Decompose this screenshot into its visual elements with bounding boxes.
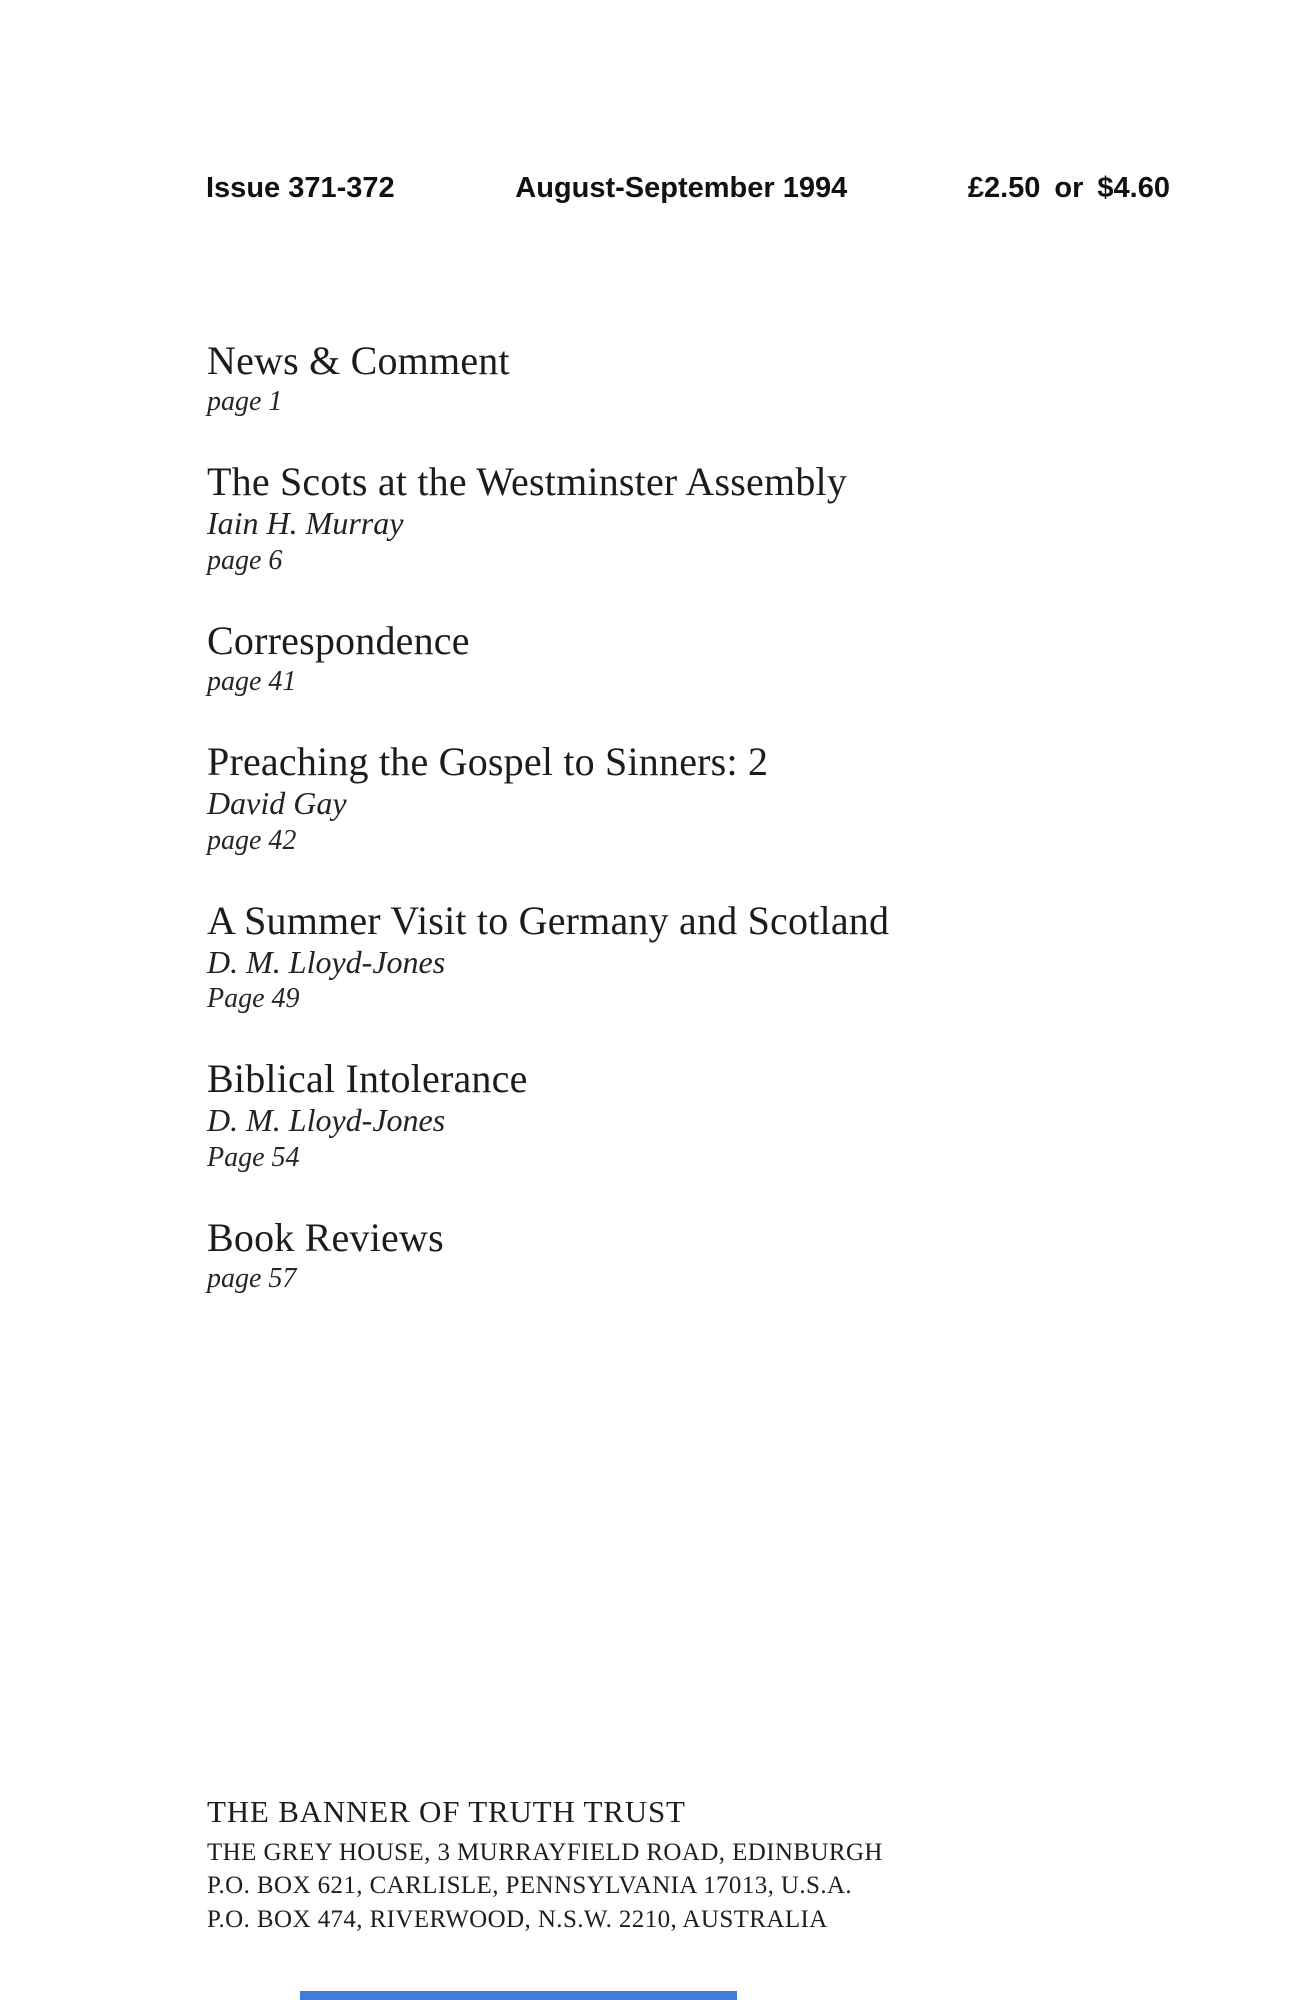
article-author: D. M. Lloyd-Jones [207, 1102, 446, 1139]
article-author: David Gay [207, 784, 347, 821]
toc-item-correspondence [207, 618, 1194, 699]
article-title: Correspondence [207, 617, 470, 663]
toc-item-book-reviews [207, 1215, 1194, 1296]
article-page: page 57 [207, 1263, 297, 1294]
price-usd: $4.60 [1097, 172, 1170, 204]
issue-date: August-September 1994 [515, 172, 848, 204]
article-page: Page 49 [207, 983, 300, 1015]
article-author: D. M. Lloyd-Jones [207, 943, 446, 980]
toc-item-news-and-comment [207, 338, 1194, 419]
article-title: Preaching the Gospel to Sinners: 2 [207, 738, 769, 784]
masthead [206, 172, 1170, 205]
publisher-address-edinburgh: THE GREY HOUSE, 3 MURRAYFIELD ROAD, EDINBURGH [207, 1838, 883, 1866]
article-title: A Summer Visit to Germany and Scotland [207, 897, 890, 943]
table-of-contents [207, 338, 1194, 1336]
publisher-name: THE BANNER OF TRUTH TRUST [207, 1794, 686, 1829]
article-title: The Scots at the Westminster Assembly [207, 459, 848, 504]
article-page: Page 54 [207, 1142, 300, 1173]
bottom-accent-bar [300, 1991, 737, 2000]
toc-item-summer-visit [207, 898, 1194, 1017]
article-title: News & Comment [207, 338, 510, 383]
article-page: page 1 [207, 386, 283, 417]
publisher-address-australia: P.O. BOX 474, RIVERWOOD, N.S.W. 2210, AUSTRALIA [207, 1905, 828, 1933]
price-gbp: £2.50 [967, 172, 1041, 204]
price [968, 172, 1170, 205]
article-title: Biblical Intolerance [207, 1056, 528, 1102]
article-page: page 42 [207, 824, 297, 856]
article-title: Book Reviews [207, 1215, 444, 1260]
article-page: page 6 [207, 544, 283, 576]
price-conjunction: or [1054, 172, 1084, 204]
article-page: page 41 [207, 665, 297, 697]
issue-number: Issue 371-372 [206, 172, 395, 204]
publisher-block [207, 1793, 1194, 1936]
publisher-address-usa: P.O. BOX 621, CARLISLE, PENNSYLVANIA 17013, U.S.A. [207, 1872, 853, 1900]
article-author: Iain H. Murray [207, 505, 404, 541]
toc-item-preaching-gospel [207, 739, 1194, 858]
toc-item-biblical-intolerance [207, 1056, 1194, 1175]
toc-item-scots-westminster [207, 459, 1194, 578]
